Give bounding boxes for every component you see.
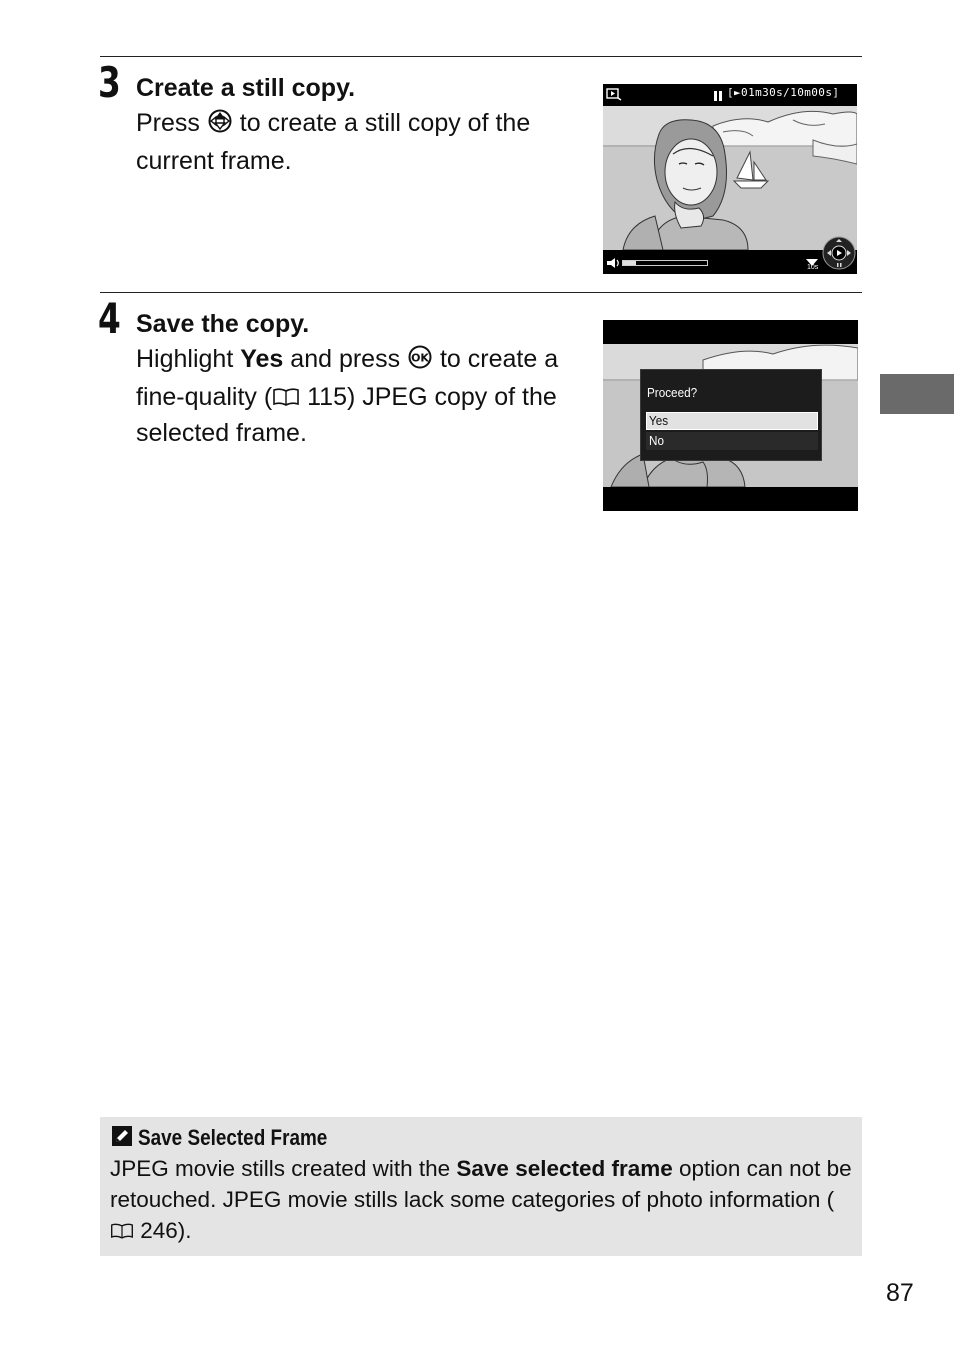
save-confirmation-screenshot [603, 320, 858, 511]
playback-progress-fill [623, 261, 636, 265]
dialog-option-no[interactable] [646, 432, 818, 450]
dialog-option-yes[interactable] [646, 412, 818, 430]
playback-frame-illustration [603, 84, 857, 274]
step-title: Create a still copy. [136, 74, 356, 102]
step-instructions: Press to create a still copy of the current frame. [136, 109, 531, 175]
dialog-option-label: Yes [649, 413, 669, 428]
skip-interval-label: 10s [807, 264, 819, 271]
playback-mode-icon [606, 87, 622, 106]
note-text: JPEG movie stills created with the Save selected frame option can not be retouched. JPEG movie stills lack some categories of photo information ( 246). [110, 1153, 855, 1248]
ok-button-icon [407, 344, 433, 380]
note-title: Save Selected Frame [138, 1125, 328, 1150]
movie-playback-screenshot [603, 84, 857, 274]
proceed-dialog [640, 369, 822, 461]
section-divider-step-3 [100, 56, 862, 57]
book-icon [110, 1217, 134, 1248]
note-box [100, 1117, 862, 1256]
pause-icon [714, 88, 722, 106]
svg-text:OK: OK [411, 351, 429, 365]
step-number: 3 [98, 58, 121, 107]
dialog-title: Proceed? [647, 385, 698, 400]
dialog-option-label: No [649, 433, 664, 448]
step-instructions: Highlight Yes and press OK to create a fine-quality ( 115) JPEG copy of the selected frame. [136, 345, 559, 447]
book-icon [272, 382, 300, 417]
playback-progress-bar [622, 260, 708, 266]
playback-time-readout: [►01m30s/10m00s] [727, 86, 840, 99]
note-header [112, 1125, 358, 1151]
volume-icon [605, 256, 621, 274]
step-number: 4 [98, 294, 121, 343]
chapter-tab-marker [880, 374, 954, 414]
page-number: 87 [886, 1279, 914, 1307]
multi-selector-guide-icon [822, 236, 856, 274]
multi-selector-up-icon [207, 108, 233, 144]
pencil-note-icon [112, 1126, 132, 1151]
section-divider-step-4 [100, 292, 862, 293]
step-title: Save the copy. [136, 310, 310, 338]
